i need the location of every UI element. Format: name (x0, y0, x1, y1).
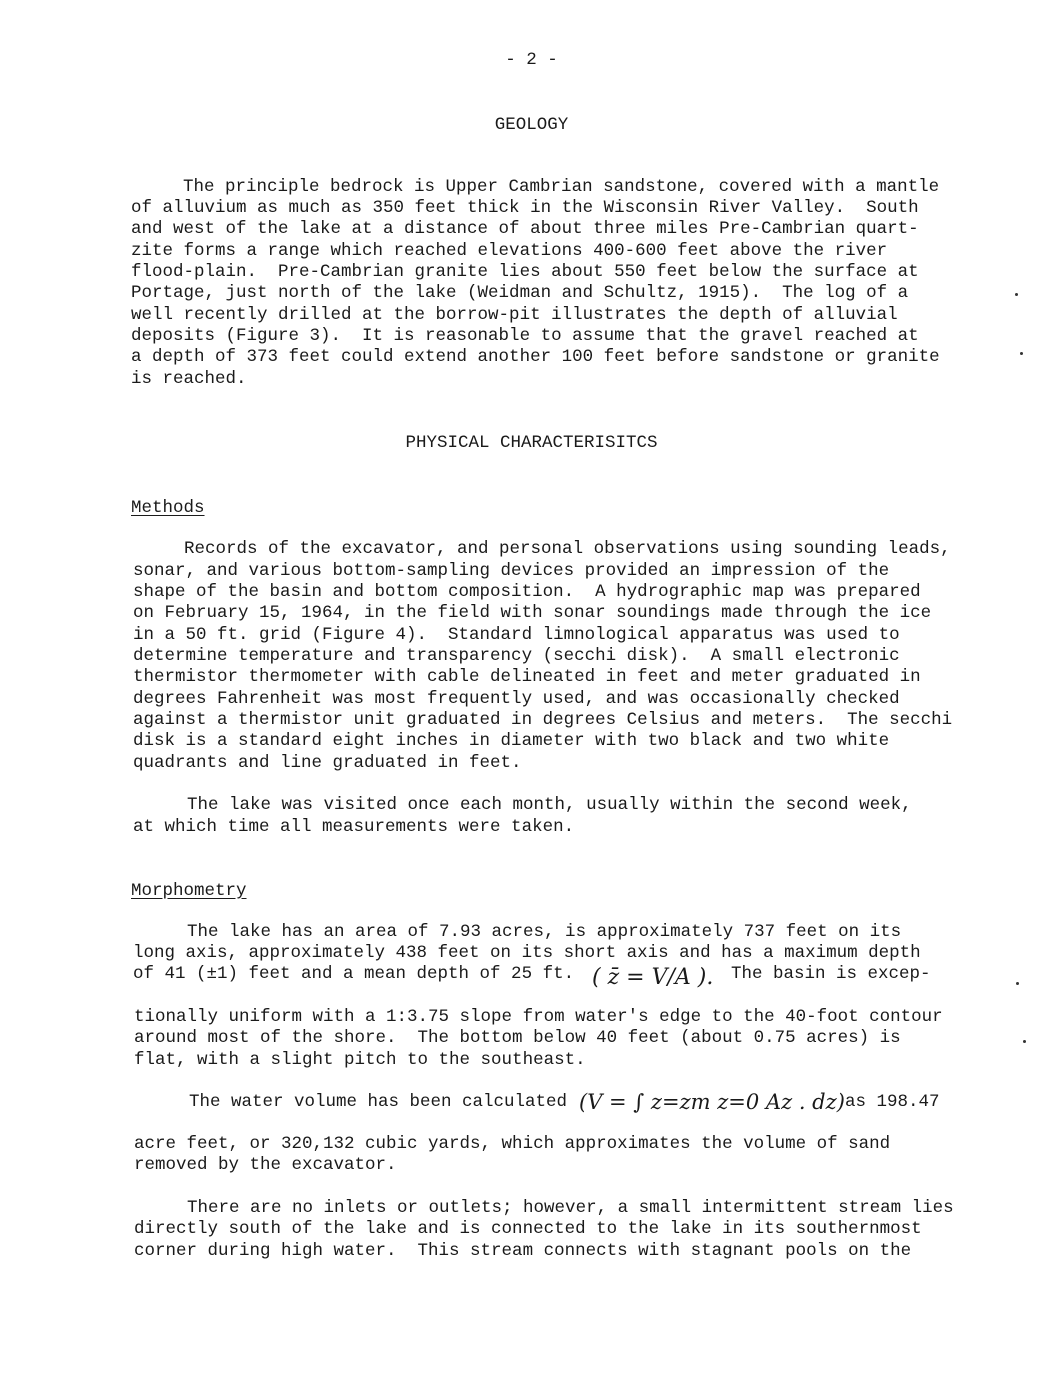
text-line: around most of the shore. The bottom below 40 feet (about 0.75 acres) is (134, 1028, 901, 1048)
text-line: thermistor thermometer with cable delineated in feet and meter graduated in (133, 667, 921, 687)
text-line: removed by the excavator. (134, 1155, 397, 1175)
text-line: determine temperature and transparency (secchi disk). A small electronic (133, 646, 900, 666)
stray-mark (1015, 293, 1018, 296)
text-line: well recently drilled at the borrow-pit illustrates the depth of alluvial (131, 305, 898, 325)
mean-depth-formula: ( z̄ = V/A ). (592, 965, 714, 990)
text-line: Records of the excavator, and personal observations using sounding leads, (184, 539, 951, 559)
text-line: of alluvium as much as 350 feet thick in the Wisconsin River Valley. South (131, 198, 919, 218)
text-line: Portage, just north of the lake (Weidman and Schultz, 1915). The log of a (131, 283, 909, 303)
text-line: The water volume has been calculated (189, 1092, 568, 1112)
text-line: zite forms a range which reached elevations 400-600 feet above the river (131, 241, 888, 261)
morphometry-heading: Morphometry (131, 881, 247, 901)
physical-characteristics-heading: PHYSICAL CHARACTERISITCS (405, 433, 658, 453)
text-line: The lake was visited once each month, usually within the second week, (187, 795, 912, 815)
volume-formula: (V = ∫ z=zm z=0 Az . dz) (579, 1090, 845, 1114)
text-line: shape of the basin and bottom composition. A hydrographic map was prepared (133, 582, 921, 602)
text-line: corner during high water. This stream connects with stagnant pools on the (134, 1241, 912, 1261)
text-line: tionally uniform with a 1:3.75 slope from water's edge to the 40-foot contour (134, 1007, 943, 1027)
text-line: long axis, approximately 438 feet on its short axis and has a maximum depth (133, 943, 921, 963)
text-line: directly south of the lake and is connected to the lake in its southernmost (134, 1219, 922, 1239)
text-line: a depth of 373 feet could extend another 100 feet before sandstone or granite (131, 347, 940, 367)
stray-mark (1020, 352, 1023, 355)
text-line: in a 50 ft. grid (Figure 4). Standard limnological apparatus was used to (133, 625, 900, 645)
text-line: disk is a standard eight inches in diameter with two black and two white (133, 731, 890, 751)
geology-heading: GEOLOGY (494, 115, 569, 135)
text-line: as 198.47 (845, 1092, 940, 1112)
text-line: flat, with a slight pitch to the southeast. (134, 1050, 586, 1070)
text-line: The principle bedrock is Upper Cambrian sandstone, covered with a mantle (183, 177, 940, 197)
text-line: degrees Fahrenheit was most frequently used, and was occasionally checked (133, 689, 900, 709)
methods-heading: Methods (131, 498, 205, 518)
text-line: The basin is excep- (731, 964, 931, 984)
text-line: flood-plain. Pre-Cambrian granite lies about 550 feet below the surface at (131, 262, 919, 282)
stray-mark (1016, 982, 1019, 985)
page-number: - 2 - (505, 50, 558, 70)
stray-mark (1023, 1040, 1026, 1043)
text-line: sonar, and various bottom-sampling devices provided an impression of the (133, 561, 890, 581)
text-line: acre feet, or 320,132 cubic yards, which approximates the volume of sand (134, 1134, 891, 1154)
text-line: deposits (Figure 3). It is reasonable to assume that the gravel reached at (131, 326, 919, 346)
text-line: quadrants and line graduated in feet. (133, 753, 522, 773)
text-line: on February 15, 1964, in the field with sonar soundings made through the ice (133, 603, 932, 623)
text-line: is reached. (131, 369, 247, 389)
text-line: at which time all measurements were taken. (133, 817, 575, 837)
text-line: The lake has an area of 7.93 acres, is approximately 737 feet on its (187, 922, 902, 942)
text-line: of 41 (±1) feet and a mean depth of 25 ft. (133, 964, 575, 984)
text-line: and west of the lake at a distance of about three miles Pre-Cambrian quart- (131, 219, 919, 239)
text-line: against a thermistor unit graduated in degrees Celsius and meters. The secchi (133, 710, 953, 730)
text-line: There are no inlets or outlets; however, a small intermittent stream lies (187, 1198, 954, 1218)
